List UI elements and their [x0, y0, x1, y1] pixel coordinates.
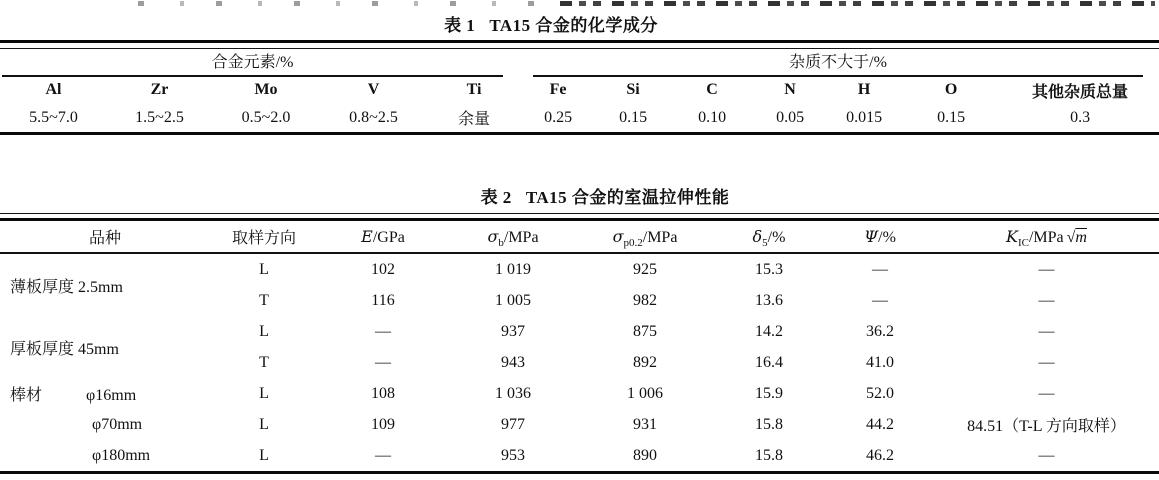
cell-sigma-b: 943: [501, 353, 525, 371]
col-header-ti: Ti: [466, 81, 482, 98]
cell-e: —: [375, 322, 391, 340]
cell-e: —: [375, 353, 391, 371]
table-row-bar-180: [0, 440, 1159, 473]
product-thin-sheet: 薄板厚度 2.5mm: [10, 278, 123, 296]
table1-value-row: [0, 103, 1159, 134]
table1-title-text: TA15 合金的化学成分: [489, 16, 658, 35]
clipped-text-remnant-left: [138, 1, 548, 6]
table2-caption: [51, 183, 1159, 208]
product-bar-label: 棒材: [10, 387, 43, 404]
cell-delta5: 15.8: [755, 415, 783, 433]
table-row-sheet-L: [0, 253, 1159, 285]
cell-psi: 52.0: [866, 384, 894, 402]
product-thick-plate: 厚板厚度 45mm: [10, 340, 119, 358]
cell-kic: —: [1038, 291, 1055, 309]
group-impurities-max: 杂质不大于/%: [521, 49, 1159, 77]
cell-delta5: 14.2: [755, 322, 783, 340]
group-alloy-elements: 合金元素/%: [0, 49, 521, 77]
cell-sigma-b: 1 005: [495, 291, 531, 309]
cell-psi: 44.2: [866, 415, 894, 433]
value-o: 0.15: [937, 108, 966, 126]
value-h: 0.015: [846, 108, 883, 126]
table2-number: 表 2: [480, 188, 512, 207]
cell-e: 116: [371, 291, 395, 309]
value-c: 0.10: [698, 108, 727, 126]
table1-chemical-composition: [0, 49, 1159, 135]
col-header-sampling-direction: 取样方向: [210, 221, 318, 253]
cell-sigma-p02: 890: [633, 446, 657, 464]
cell-psi: 36.2: [866, 322, 894, 340]
value-v: 0.8~2.5: [349, 108, 398, 126]
value-al: 5.5~7.0: [29, 108, 78, 126]
cell-direction: L: [259, 322, 269, 340]
cell-kic: —: [1038, 353, 1055, 371]
col-header-other-impurities: 其他杂质总量: [1032, 83, 1129, 101]
cell-sigma-b: 1 019: [495, 260, 531, 278]
cell-direction: T: [259, 291, 269, 309]
cell-kic: —: [1038, 446, 1055, 464]
cell-e: 108: [371, 384, 395, 402]
value-other-impurities: 0.3: [1070, 108, 1091, 126]
product-bar-16: 棒材 φ16mm: [10, 387, 137, 404]
cell-direction: L: [259, 384, 269, 402]
col-header-zr: Zr: [150, 81, 169, 98]
col-header-sigma-b: $\sigma_b$/MPa: [448, 221, 578, 253]
cell-delta5: 15.9: [755, 384, 783, 402]
cell-sigma-b: 1 036: [495, 384, 531, 402]
cell-sigma-b: 937: [501, 322, 525, 340]
sqrt-sign: √: [1066, 228, 1076, 246]
cell-kic: —: [1038, 260, 1055, 278]
col-header-v: V: [367, 81, 380, 98]
col-header-e-modulus: E/GPa: [318, 221, 448, 253]
cell-delta5: 15.8: [755, 446, 783, 464]
cell-e: 102: [371, 260, 395, 278]
cell-psi: 41.0: [866, 353, 894, 371]
cell-kic: —: [1038, 322, 1055, 340]
col-header-psi: Ψ/%: [826, 221, 934, 253]
cell-sigma-p02: 1 006: [627, 384, 663, 402]
col-header-si: Si: [626, 81, 640, 98]
value-ti: 余量: [458, 111, 491, 128]
cell-psi: —: [872, 260, 888, 278]
col-header-delta-5: $\delta_5/\%$: [712, 221, 826, 253]
cell-sigma-p02: 875: [633, 322, 657, 340]
col-header-o: O: [944, 81, 958, 98]
cell-sigma-b: 953: [501, 446, 525, 464]
col-header-pinzhong: 品种: [0, 221, 210, 253]
value-mo: 0.5~2.0: [241, 108, 291, 126]
cell-psi: —: [872, 291, 888, 309]
table1-container: [0, 40, 1159, 135]
cell-direction: L: [259, 260, 269, 278]
cell-direction: T: [259, 353, 269, 371]
cell-psi: 46.2: [866, 446, 894, 464]
value-fe: 0.25: [544, 108, 573, 126]
table2-tensile-properties: [0, 221, 1159, 474]
cell-direction: L: [259, 446, 269, 464]
cell-delta5: 15.3: [755, 260, 783, 278]
table2-container: [0, 212, 1159, 474]
clipped-text-remnant-right: [560, 1, 1155, 6]
col-header-mo: Mo: [254, 81, 278, 98]
table1-group-header-row: [0, 49, 1159, 77]
table-row-bar-70: [0, 409, 1159, 440]
table-row-plate-L: [0, 316, 1159, 347]
value-zr: 1.5~2.5: [135, 108, 184, 126]
col-header-fe: Fe: [549, 81, 567, 98]
cell-sigma-p02: 892: [633, 353, 657, 371]
table2-title-text: TA15 合金的室温拉伸性能: [525, 188, 730, 207]
value-si: 0.15: [619, 108, 648, 126]
col-header-h: H: [857, 81, 871, 98]
table1-number: 表 1: [444, 16, 476, 35]
cell-e: 109: [371, 415, 395, 433]
col-header-kic: $K_{IC}$/MPa √m: [934, 221, 1159, 253]
cell-delta5: 16.4: [755, 353, 783, 371]
cell-delta5: 13.6: [755, 291, 783, 309]
cell-kic: —: [1038, 384, 1055, 402]
table2-header-row: [0, 221, 1159, 253]
cell-direction: L: [259, 415, 269, 433]
col-header-al: Al: [45, 81, 62, 98]
cell-kic: 84.51（T-L 方向取样）: [967, 418, 1126, 435]
product-bar-70: φ70mm: [92, 415, 143, 433]
cell-sigma-p02: 931: [633, 415, 657, 433]
product-bar-180: φ180mm: [92, 446, 151, 464]
col-header-sigma-p02: $\sigma_{p0.2}$/MPa: [578, 221, 712, 253]
cell-sigma-b: 977: [501, 415, 525, 433]
cell-sigma-p02: 982: [633, 291, 657, 309]
table1-column-header-row: [0, 77, 1159, 103]
cell-e: —: [375, 446, 391, 464]
col-header-n: N: [784, 81, 796, 98]
cell-sigma-p02: 925: [633, 260, 657, 278]
col-header-c: C: [706, 81, 718, 98]
table-row-bar-16: [0, 378, 1159, 409]
value-n: 0.05: [776, 108, 805, 126]
table1-caption: [0, 11, 1102, 36]
